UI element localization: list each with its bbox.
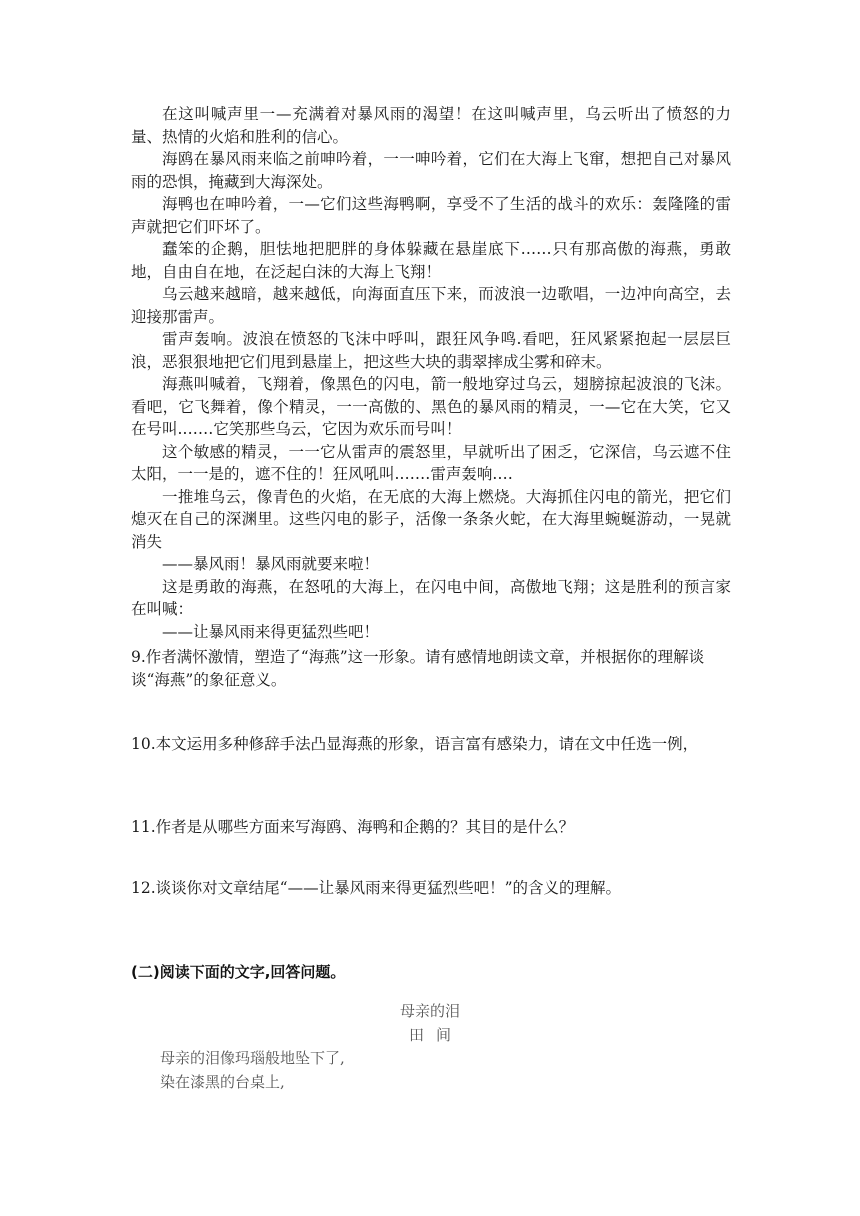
passage-paragraph: 雷声轰响。波浪在愤怒的飞沫中呼叫，跟狂风争鸣.看吧，狂风紧紧抱起一层层巨浪，恶狠狠地把它们甩到悬崖上，把这些大块的翡翠摔成尘雾和碎末。	[131, 330, 731, 371]
question-12: 12.谈谈你对文章结尾“——让暴风雨来得更猛烈些吧！”的含义的理解。	[131, 879, 622, 897]
passage-paragraph: ——让暴风雨来得更猛烈些吧！	[162, 622, 380, 641]
poem-author: 田间	[408, 1026, 463, 1044]
passage-paragraph: 这是勇敢的海燕，在怒吼的大海上，在闪电中间，高傲地飞翔；这是胜利的预言家在叫喊：	[131, 577, 731, 618]
passage-paragraph: 海燕叫喊着，飞翔着，像黑色的闪电，箭一般地穿过乌云，翅膀掠起波浪的飞沫。看吧，它飞舞着，像个精灵，一一高傲的、黑色的暴风雨的精灵，一—它在大笑，它又在号叫.……它笑那些乌云，它因为欢乐而号叫！	[131, 375, 731, 438]
passage-paragraph: 一推堆乌云，像青色的火焰，在无底的大海上燃烧。大海抓住闪电的箭光，把它们熄灭在自己的深渊里。这些闪电的影子，活像一条条火蛇，在大海里蜿蜒游动，一晃就消失	[131, 487, 731, 551]
passage	[131, 103, 731, 643]
passage-paragraph: 海鸭也在呻吟着，一—它们这些海鸭啊，享受不了生活的战斗的欢乐：轰隆隆的雷声就把它们吓坏了。	[131, 195, 731, 236]
poem-line: 母亲的泪像玛瑙般地坠下了,	[160, 1049, 345, 1067]
question-11: 11.作者是从哪些方面来写海鸥、海鸭和企鹅的？其目的是什么？	[131, 818, 575, 836]
passage-paragraph: 乌云越来越暗，越来越低，向海面直压下来，而波浪一边歌唱，一边冲向高空，去迎接那雷声。	[131, 285, 731, 326]
passage-paragraph: ——暴风雨！暴风雨就要来啦！	[162, 555, 380, 573]
passage-paragraph: 海鸥在暴风雨来临之前呻吟着，一一呻吟着，它们在大海上飞窜，想把自己对暴风雨的恐惧，掩藏到大海深处。	[131, 150, 731, 191]
question-10: 10.本文运用多种修辞手法凸显海燕的形象，语言富有感染力，请在文中任选一例，	[131, 735, 699, 753]
section-heading: (二)阅读下面的文字,回答问题。	[131, 963, 346, 981]
poem-title: 母亲的泪	[399, 1002, 460, 1020]
passage-paragraph: 这个敏感的精灵，一一它从雷声的震怒里，早就听出了困乏，它深信，乌云遮不住太阳，一一是的，遮不住的！狂风吼叫.……雷声轰响.…	[131, 442, 731, 483]
question-9: 9.作者满怀激情，塑造了“海燕”这一形象。请有感情地朗读文章，并根据你的理解谈谈“海燕”的象征意义。	[131, 648, 705, 689]
passage-paragraph: 在这叫喊声里一—充满着对暴风雨的渴望！在这叫喊声里，乌云听出了愤怒的力量、热情的火焰和胜利的信心。	[131, 105, 731, 146]
passage-paragraph: 蠢笨的企鹅，胆怯地把肥胖的身体躲藏在悬崖底下……只有那高傲的海燕，勇敢地，自由自在地，在泛起白沫的大海上飞翔！	[131, 240, 731, 281]
poem-line: 染在漆黑的台桌上,	[160, 1073, 285, 1091]
